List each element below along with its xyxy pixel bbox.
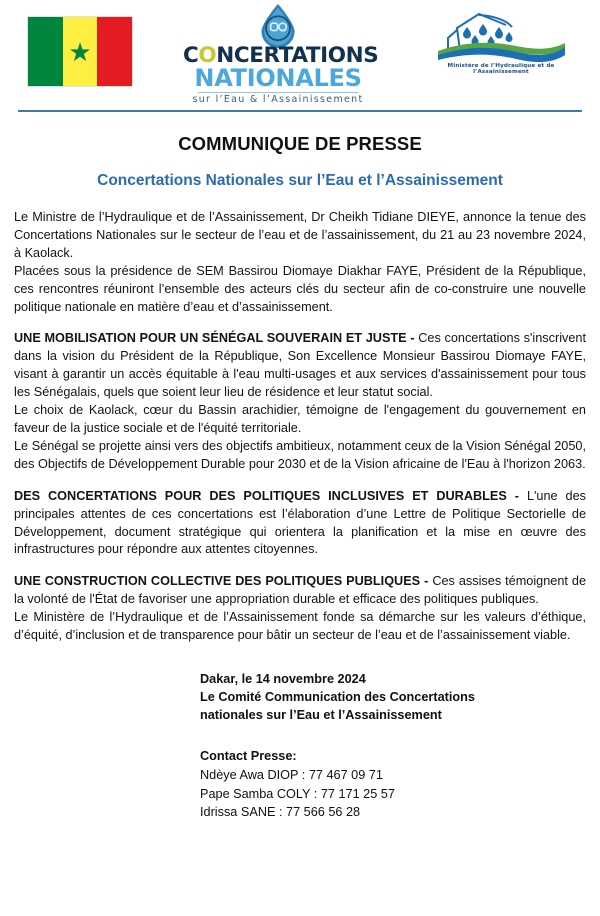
logo-tagline: sur l’Eau & l’Assainissement <box>192 93 364 105</box>
contact-title: Contact Presse: <box>200 748 297 763</box>
section-concertations-politiques-heading: DES CONCERTATIONS POUR DES POLITIQUES INCLUSIVES ET DURABLES - <box>14 488 527 503</box>
logo-c: C <box>183 43 199 68</box>
document-header <box>0 0 600 104</box>
page-subtitle: Concertations Nationales sur l’Eau et l’Assainissement <box>97 172 503 189</box>
section-concertations-politiques-first-paragraph <box>14 488 586 560</box>
section-construction-collective-paragraph-2: Le Ministère de l’Hydraulique et de l’Assainissement fonde sa démarche sur les valeurs d’éthique, d’équité, d’inclusion et de transparence pour bâtir un secteur de l’eau et de l’assainissement viable. <box>14 609 586 642</box>
section-construction-collective-first-paragraph <box>14 573 586 609</box>
contact-person-2: Pape Samba COLY : 77 171 25 57 <box>200 786 395 801</box>
logo-o-accent: O <box>198 43 217 68</box>
section-mobilisation-paragraph-3: Le Sénégal se projette ainsi vers des objectifs ambitieux, notamment ceux de la Vision Sénégal 2050, des Objectifs de Développement Durable pour 2030 et de la Vision africaine de l'Eau à l'horizon 2063. <box>14 439 586 472</box>
section-mobilisation <box>14 330 586 474</box>
contact-person-1: Ndèye Awa DIOP : 77 467 09 71 <box>200 768 383 783</box>
document-body <box>14 209 586 645</box>
ministry-logo <box>423 10 579 75</box>
senegal-flag <box>27 16 133 87</box>
section-concertations-politiques <box>14 488 586 560</box>
section-concertations-politiques-paragraph-1: L'une des principales attentes de ces concertations est l’élaboration d’une Lettre de Politique Sectorielle de Développement, document stratégique qui orientera la planification et la mise en œuvre des infrastructures pour répondre aux attentes citoyennes. <box>14 488 586 557</box>
logo-ncertations: NCERTATIONS <box>216 43 379 68</box>
ministry-caption: Ministère de l’Hydraulique et de l’Assainissement <box>447 63 555 75</box>
page-title: COMMUNIQUE DE PRESSE <box>178 133 422 154</box>
logo-line-nationales: NATIONALES <box>194 63 362 92</box>
signature-committee-line-2: nationales sur l’Eau et l’Assainissement <box>200 708 442 723</box>
section-mobilisation-first-paragraph <box>14 330 586 402</box>
signature-committee-line-1: Le Comité Communication des Concertations <box>200 690 475 705</box>
section-construction-collective <box>14 573 586 645</box>
signature-place-date: Dakar, le 14 novembre 2024 <box>200 671 366 686</box>
intro-paragraph-1: Le Ministre de l’Hydraulique et de l’Assainissement, Dr Cheikh Tidiane DIEYE, annonce la tenue des Concertations Nationales sur le secteur de l’eau et de l’assainissement, du 21 au 23 novembre 2024, à Kaolack. <box>14 210 586 260</box>
intro-paragraph-2: Placées sous la présidence de SEM Bassirou Diomaye Diakhar FAYE, Président de la République, ces rencontres réuniront l’ensemble des acteurs clés du secteur afin de co-construire une nouvelle politique nationale en matière d’eau et d’assainissement. <box>14 263 586 314</box>
intro-block <box>14 209 586 317</box>
signature-block <box>200 670 540 725</box>
ministry-emblem-icon <box>431 10 571 62</box>
contact-person-3: Idrissa SANE : 77 566 56 28 <box>200 805 361 820</box>
section-mobilisation-heading: UNE MOBILISATION POUR UN SÉNÉGAL SOUVERAIN ET JUSTE - <box>14 331 419 346</box>
concertations-nationales-logo <box>183 2 379 105</box>
section-construction-collective-heading: UNE CONSTRUCTION COLLECTIVE DES POLITIQUES PUBLIQUES - <box>14 573 433 588</box>
section-mobilisation-paragraph-1: Ces concertations s'inscrivent dans la vision du Président de la République, Son Excellence Monsieur Bassirou Diomaye FAYE, visant à garantir un accès équitable à l'eau multi-usages et aux services d'assainissement pour tous les Sénégalais, quels que soient leur lieu de résidence et leur statut social. <box>14 331 586 400</box>
flag-star-icon: ★ <box>68 36 92 67</box>
contact-block <box>200 747 600 822</box>
section-mobilisation-paragraph-2: Le choix de Kaolack, cœur du Bassin arachidier, témoigne de l'engagement du gouvernement en faveur de la justice sociale et de l'équité territoriale. <box>14 403 586 436</box>
section-construction-collective-paragraph-1: Ces assises témoignent de la volonté de l'État de favoriser une appropriation durable et efficace des politiques publiques. <box>14 573 586 606</box>
water-drop-icon <box>255 2 301 48</box>
flag-band-yellow <box>63 17 98 86</box>
logo-rule <box>198 92 358 93</box>
flag-band-red <box>97 17 132 86</box>
flag-band-green <box>28 17 63 86</box>
header-divider <box>18 110 582 112</box>
